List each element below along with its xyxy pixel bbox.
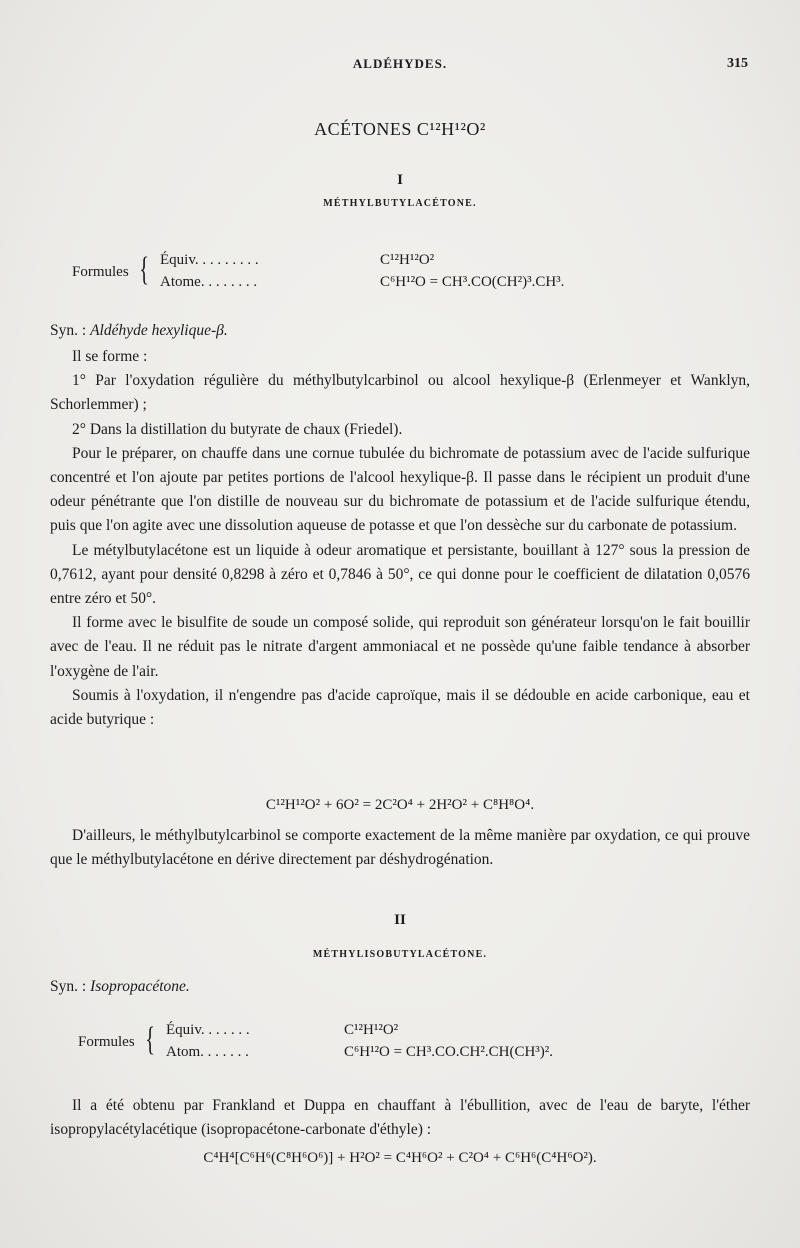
part-2-title: MÉTHYLISOBUTYLACÉTONE.: [312, 949, 488, 960]
part-1-synonym: [50, 322, 228, 340]
synonym-prefix: Syn. :: [50, 978, 87, 995]
part-2-equation: C⁴H⁴[C⁶H⁶(C⁸H⁶O⁶)] + H²O² = C⁴H⁶O² + C²O⁴ + C⁶H⁶(C⁴H⁶O²).: [203, 1150, 597, 1166]
synonym-prefix: Syn. :: [50, 322, 87, 339]
atom-formula: C⁶H¹²O = CH³.CO.CH².CH(CH³)².: [344, 1044, 554, 1060]
part-2-number: II: [394, 912, 406, 928]
paragraph: Il forme avec le bisulfite de soude un composé solide, qui reproduit son générateur lorsqu'on le fait bouillir avec de l'eau. Il ne réduit pas le nitrate d'argent ammoniacal et ne possède qu'une faible tendance à absorber l'oxygène de l'air.: [50, 614, 750, 680]
paragraph: 1° Par l'oxydation régulière du méthylbutylcarbinol ou alcool hexylique-β (Erlenmeyer et Wanklyn, Schorlemmer) ;: [50, 372, 750, 414]
atom-label: Atome. . . . . . . .: [160, 274, 258, 290]
part-2-body: [50, 1094, 750, 1142]
part-1-equation: C¹²H¹²O² + 6O² = 2C²O⁴ + 2H²O² + C⁸H⁸O⁴.: [265, 797, 535, 813]
synonym-name: Aldéhyde hexylique-β.: [90, 322, 228, 339]
formulas-label: Formules: [72, 264, 129, 280]
equiv-formula: C¹²H¹²O²: [344, 1022, 399, 1038]
part-1-number: I: [397, 172, 403, 188]
part-2-synonym: [50, 978, 190, 996]
equiv-label: Équiv. . . . . . . . .: [160, 252, 259, 268]
part-1-title: MÉTHYLBUTYLACÉTONE.: [323, 198, 477, 209]
brace-glyph: {: [145, 1021, 156, 1058]
part-1-body: [50, 345, 750, 732]
equiv-formula: C¹²H¹²O²: [380, 252, 435, 268]
equiv-label: Équiv. . . . . . .: [166, 1022, 250, 1038]
paragraph: Il se forme :: [72, 348, 148, 365]
page-number: 315: [727, 56, 748, 71]
part-1-conclusion: [50, 824, 750, 872]
synonym-name: Isopropacétone.: [90, 978, 190, 995]
atom-label: Atom. . . . . . .: [166, 1044, 249, 1060]
running-title: ALDÉHYDES.: [352, 56, 448, 71]
part-1-formulas: [72, 250, 752, 300]
atom-formula: C⁶H¹²O = CH³.CO(CH²)³.CH³.: [380, 274, 565, 290]
paragraph: Soumis à l'oxydation, il n'engendre pas d'acide caproïque, mais il se dédouble en acide carbonique, eau et acide butyrique :: [50, 686, 750, 729]
paragraph: Le métylbutylacétone est un liquide à odeur aromatique et persistante, bouillant à 127° sous la pression de 0,7612, ayant pour densité 0,8298 à zéro et 0,7846 à 50°, ce qui donne pour le coefficient de dilatation 0,0576 entre zéro et 50°.: [50, 541, 750, 608]
paragraph: Pour le préparer, on chauffe dans une cornue tubulée du bichromate de potassium avec de l'acide sulfurique concentré et l'on ajoute par petites portions de l'alcool hexylique-β. Il passe dans le récipient un produit d'une odeur pénétrante que l'on distille de nouveau sur du bichromate de potassium et de l'acide sulfurique étendu, puis que l'on agite avec une dissolution aqueuse de potasse et que l'on dessèche sur du carbonate de potassium.: [50, 444, 750, 535]
paragraph: D'ailleurs, le méthylbutylcarbinol se comporte exactement de la même manière par oxydation, ce qui prouve que le méthylbutylacétone en dérive directement par déshydrogénation.: [50, 827, 750, 869]
brace-glyph: {: [139, 251, 150, 288]
paragraph: Il a été obtenu par Frankland et Duppa en chauffant à l'ébullition, avec de l'eau de baryte, l'éther isopropylacétylacétique (isopropacétone-carbonate d'éthyle) :: [50, 1097, 750, 1139]
part-2-formulas: [78, 1022, 758, 1072]
section-title: ACÉTONES C¹²H¹²O²: [314, 119, 486, 139]
formulas-label: Formules: [78, 1034, 135, 1050]
paragraph: 2° Dans la distillation du butyrate de chaux (Friedel).: [72, 420, 403, 438]
